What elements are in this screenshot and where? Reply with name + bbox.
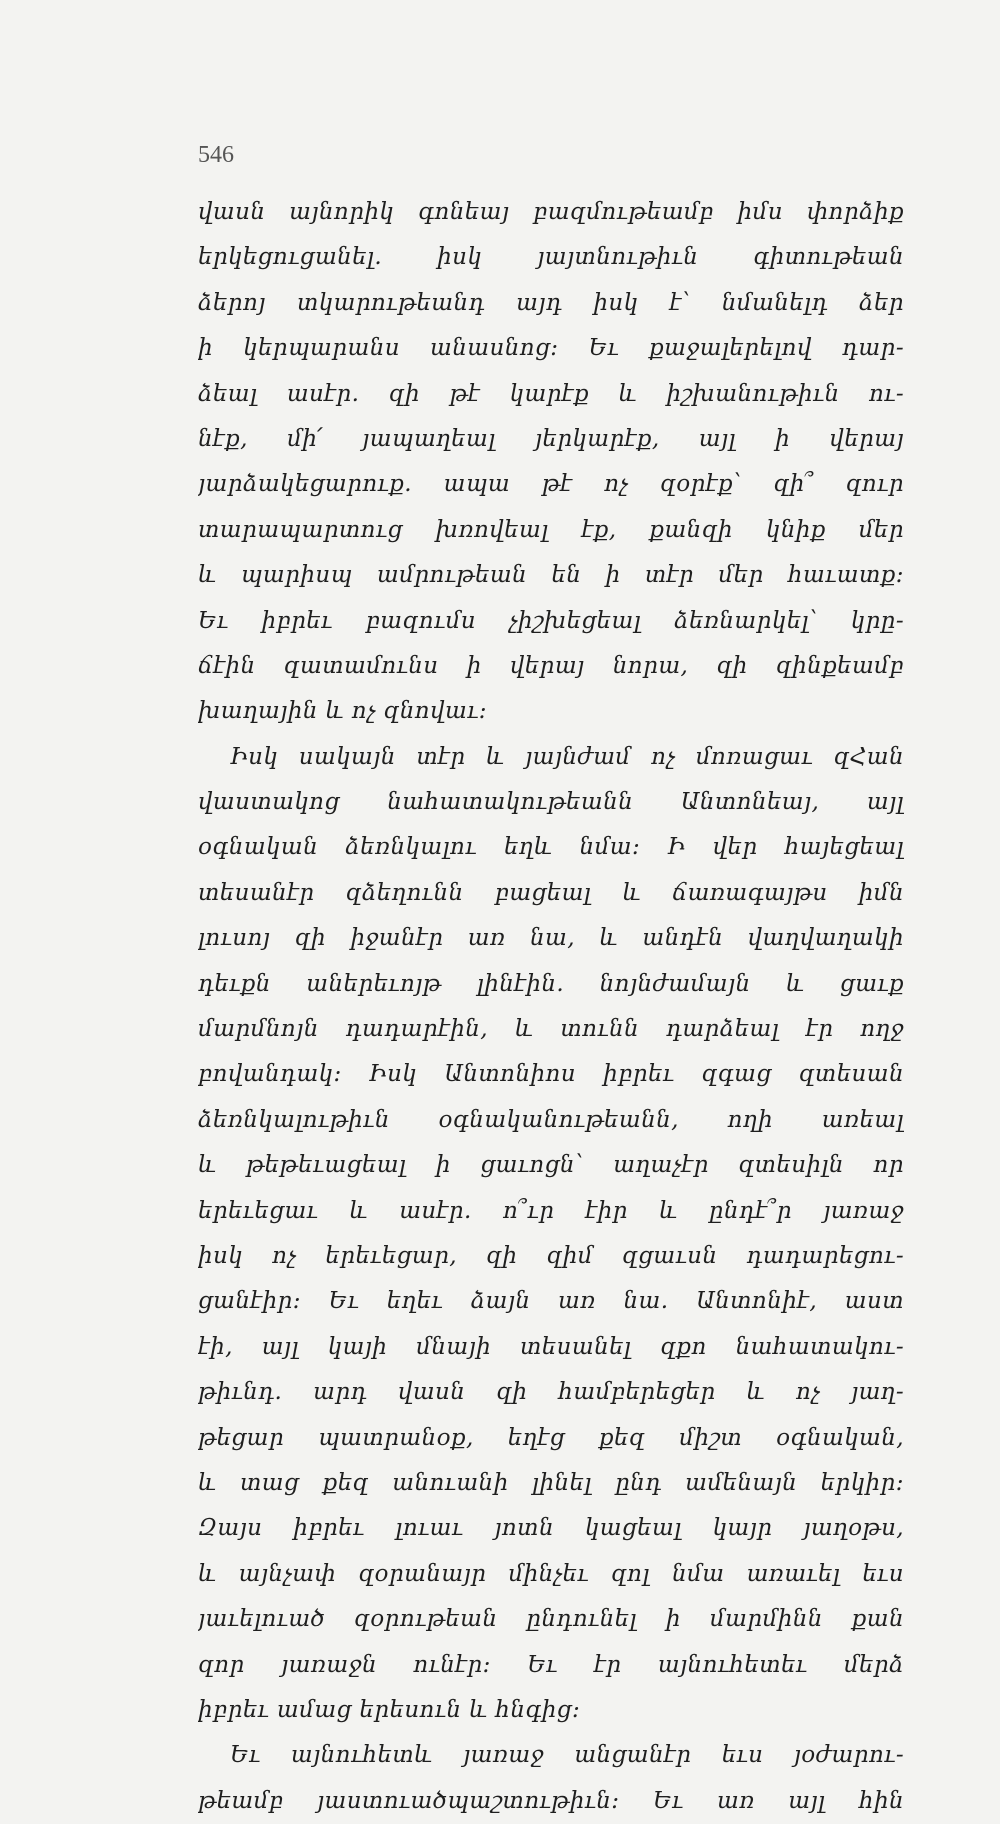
text-line: Իսկ սակայն տէր և յայնժամ ոչ մոռացաւ զՀան <box>230 743 904 770</box>
text-line: տեսանէր զձեղունն բացեալ և ճառագայթս իմն <box>198 879 904 906</box>
text-line: երկեցուցանել. իսկ յայտնութիւն գիտութեան <box>198 244 904 271</box>
body-text <box>198 190 904 1824</box>
text-line: երեւեցաւ և ասէր. ո՞ւր էիր և ընդէ՞ր յառաջ <box>198 1197 904 1224</box>
text-line: և այնչափ զօրանայր մինչեւ զոլ նմա առաւել եւս <box>198 1560 904 1587</box>
text-line: ձեռնկալութիւն օգնականութեանն, ողի առեալ <box>198 1106 904 1133</box>
text-line: ի կերպարանս անասնոց։ Եւ քաջալերելով դար- <box>198 335 904 362</box>
text-line: մարմնոյն դադարէին, և տունն դարձեալ էր ողջ <box>198 1016 904 1043</box>
text-line: դեւքն աներեւոյթ լինէին. նոյնժամայն և ցաւք <box>198 970 904 997</box>
text-line: իսկ ոչ երեւեցար, զի զիմ զցաւսն դադարեցու- <box>198 1242 904 1269</box>
text-line: տարապարտուց խռովեալ էք, քանզի կնիք մեր <box>198 516 904 543</box>
text-line: Եւ այնուհետև յառաջ անցանէր եւս յօժարու- <box>230 1742 904 1769</box>
text-line: և թեթեւացեալ ի ցաւոցն՝ աղաչէր զտեսիլն որ <box>198 1152 904 1179</box>
text-line: յաւելուած զօրութեան ընդունել ի մարմինն քան <box>198 1606 904 1633</box>
text-line: նէք, մի՛ յապաղեալ յերկարէք, այլ ի վերայ <box>198 425 904 452</box>
text-line: խաղային և ոչ զնովաւ։ <box>198 698 487 725</box>
text-line: օգնական ձեռնկալու եղև նմա։ Ի վեր հայեցեալ <box>198 834 904 861</box>
page-number: 546 <box>198 142 234 168</box>
text-line: ճէին զատամունս ի վերայ նորա, զի զինքեամբ <box>198 652 904 679</box>
text-line: թեցար պատրանօք, եղէց քեզ միշտ օգնական, <box>198 1424 904 1451</box>
text-line: բովանդակ։ Իսկ Անտոնիոս իբրեւ զգաց զտեսան <box>198 1061 904 1088</box>
text-line: յարձակեցարուք. ապա թէ ոչ զօրէք՝ զի՞ զուր <box>198 471 904 498</box>
text-line: վասն այնորիկ գոնեայ բազմութեամբ իմս փորձիք <box>198 199 904 225</box>
text-line: զոր յառաջն ունէր։ Եւ էր այնուհետեւ մերձ <box>198 1651 904 1678</box>
text-line: Եւ իբրեւ բազումս չիշխեցեալ ձեռնարկել՝ կրը- <box>198 607 904 634</box>
text-line: վաստակոց նահատակութեանն Անտոնեայ, այլ <box>198 789 904 816</box>
text-line: և տաց քեզ անուանի լինել ընդ ամենայն երկիր։ <box>198 1469 904 1496</box>
text-line: լուսոյ զի իջանէր առ նա, և անդէն վաղվաղակի <box>198 925 904 952</box>
text-line: թեամբ յաստուածպաշտութիւն։ Եւ առ այլ հին <box>198 1787 904 1814</box>
text-line: թիւնդ. արդ վասն զի համբերեցեր և ոչ յաղ- <box>198 1379 904 1406</box>
text-line: և պարիսպ ամրութեան են ի տէր մեր հաւատք։ <box>198 562 904 589</box>
text-line: ձեալ ասէր. զի թէ կարէք և իշխանութիւն ու- <box>198 380 904 407</box>
text-line: իբրեւ ամաց երեսուն և հնգից։ <box>198 1696 581 1723</box>
text-line: Զայս իբրեւ լուաւ յոտն կացեալ կայր յաղօթս, <box>198 1515 904 1542</box>
text-line: ձերոյ տկարութեանդ այդ իսկ է՝ նմանելդ ձեր <box>198 289 904 316</box>
text-line: ցանէիր։ Եւ եղեւ ձայն առ նա. Անտոնիէ, աստ <box>198 1288 904 1315</box>
text-line: էի, այլ կայի մնայի տեսանել զքո նահատակու- <box>198 1333 904 1360</box>
